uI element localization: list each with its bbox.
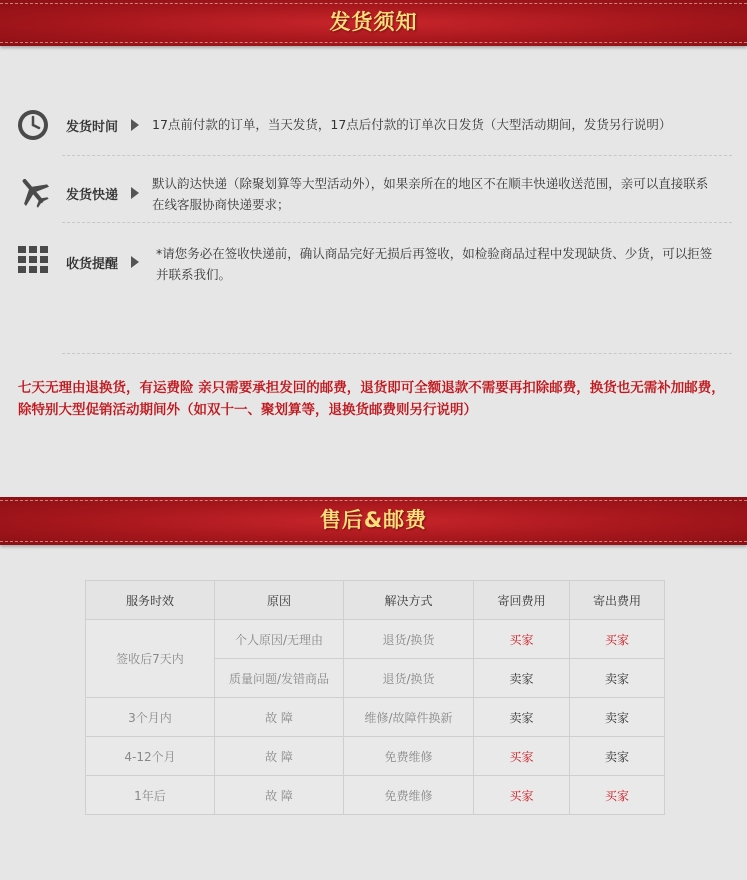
reason-cell: 故 障 (215, 737, 344, 776)
reason-cell: 故 障 (215, 698, 344, 737)
return-fee-cell: 卖家 (474, 659, 570, 698)
section-title: 售后&邮费 (319, 508, 428, 532)
table-row (86, 620, 665, 659)
column-header: 服务时效 (86, 581, 215, 620)
column-header: 原因 (215, 581, 344, 620)
return-fee-cell: 买家 (474, 620, 570, 659)
table-row (86, 776, 665, 815)
send-fee-cell: 买家 (570, 776, 665, 815)
row-label: 发货时间 (66, 120, 119, 135)
divider (62, 222, 732, 223)
return-fee-cell: 买家 (474, 776, 570, 815)
send-fee-cell: 卖家 (570, 698, 665, 737)
solution-cell: 退货/换货 (344, 659, 474, 698)
return-fee-cell: 卖家 (474, 698, 570, 737)
column-header: 寄出费用 (570, 581, 665, 620)
row-label: 收货提醒 (66, 257, 119, 272)
section-banner-after-sales (0, 497, 747, 545)
triangle-right-icon (131, 256, 139, 268)
solution-cell: 免费维修 (344, 737, 474, 776)
table-header-row (86, 581, 665, 620)
table-row (86, 698, 665, 737)
service-period-cell: 3个月内 (86, 698, 215, 737)
reason-cell: 个人原因/无理由 (215, 620, 344, 659)
solution-cell: 维修/故障件换新 (344, 698, 474, 737)
row-text: 默认韵达快递（除聚划算等大型活动外），如果亲所在的地区不在顺丰快递收送范围，亲可以直接联系在线客服协商快递要求； (152, 176, 709, 212)
column-header: 寄回费用 (474, 581, 570, 620)
clock-icon (16, 108, 50, 142)
service-period-cell: 签收后7天内 (86, 620, 215, 698)
section-banner-shipping (0, 0, 747, 46)
row-text: 17点前付款的订单，当天发货，17点后付款的订单次日发货（大型活动期间，发货另行说明） (152, 117, 672, 132)
divider (62, 155, 732, 156)
row-text: *请您务必在签收快递前，确认商品完好无损后再签收，如检验商品过程中发现缺货、少货，可以拒签并联系我们。 (156, 246, 713, 282)
column-header: 解决方式 (344, 581, 474, 620)
section-title: 发货须知 (329, 10, 418, 34)
send-fee-cell: 买家 (570, 620, 665, 659)
table-row (86, 737, 665, 776)
reason-cell: 质量问题/发错商品 (215, 659, 344, 698)
triangle-right-icon (131, 187, 139, 199)
return-fee-cell: 买家 (474, 737, 570, 776)
airplane-icon (16, 174, 50, 208)
row-label: 发货快递 (66, 188, 119, 203)
divider (62, 353, 732, 354)
send-fee-cell: 卖家 (570, 659, 665, 698)
reason-cell: 故 障 (215, 776, 344, 815)
service-period-cell: 1年后 (86, 776, 215, 815)
after-sales-table (85, 580, 665, 815)
send-fee-cell: 卖家 (570, 737, 665, 776)
solution-cell: 免费维修 (344, 776, 474, 815)
return-policy-notice: 七天无理由退换货，有运费险 亲只需要承担发回的邮费，退货即可全额退款不需要再扣除邮费，换货也无需补加邮费，除特别大型促销活动期间外（如双十一、聚划算等，退换货邮费则另行说明） (18, 380, 725, 418)
solution-cell: 退货/换货 (344, 620, 474, 659)
service-period-cell: 4-12个月 (86, 737, 215, 776)
grid-icon (16, 243, 50, 277)
triangle-right-icon (131, 119, 139, 131)
